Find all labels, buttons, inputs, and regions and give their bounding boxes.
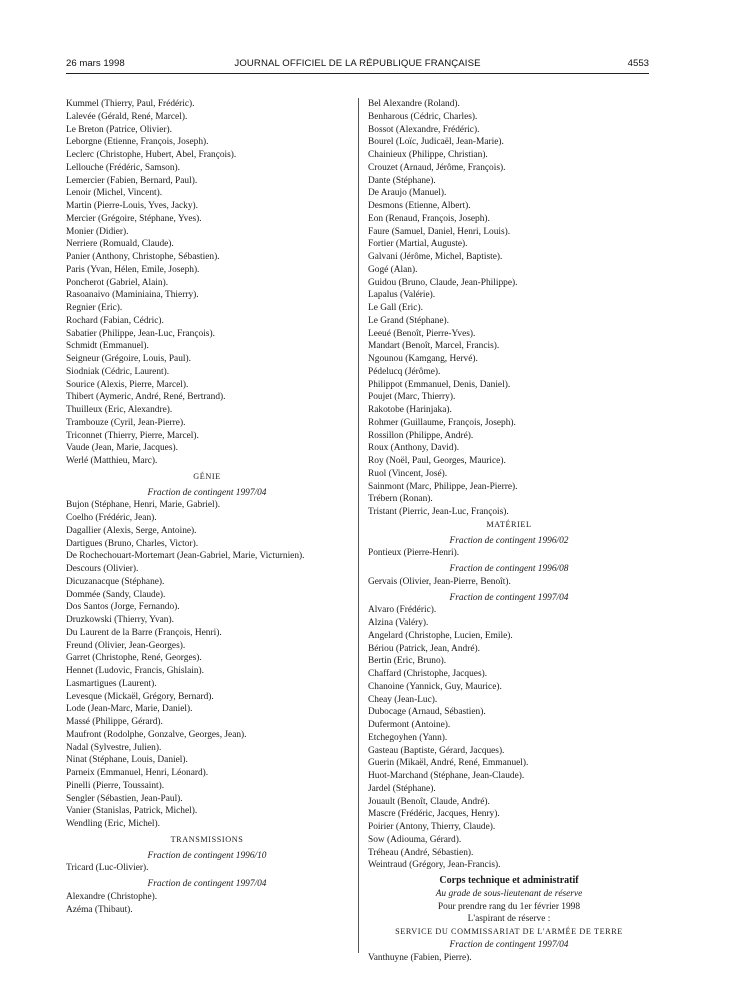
name-entry: Bel Alexandre (Roland).: [368, 99, 460, 109]
name-entry: Benharous (Cédric, Charles).: [368, 111, 478, 122]
name-entry: Faure (Samuel, Daniel, Henri, Louis).: [368, 226, 511, 237]
fraction-heading: Fraction de contingent 1996/10: [147, 850, 267, 861]
name-list: [368, 952, 650, 965]
header-journal-title: JOURNAL OFFICIEL DE LA RÉPUBLIQUE FRANÇAISE: [234, 58, 481, 69]
name-entry: Thibert (Aymeric, André, René, Bertrand).: [66, 392, 226, 403]
name-entry: Pinelli (Pierre, Toussaint).: [66, 780, 165, 791]
name-entry: Lalevée (Gérald, René, Marcel).: [66, 111, 188, 122]
name-entry: Chainieux (Philippe, Christian).: [368, 150, 488, 160]
name-entry: Freund (Olivier, Jean-Georges).: [66, 640, 186, 651]
name-entry: Leeué (Benoît, Pierre-Yves).: [368, 328, 476, 339]
name-entry: Tréheau (André, Sébastien).: [368, 847, 474, 858]
name-entry: Chaffard (Christophe, Jacques).: [368, 669, 488, 679]
name-entry: Du Laurent de la Barre (François, Henri).: [66, 627, 222, 638]
name-entry: Rohmer (Guillaume, François, Joseph).: [368, 417, 516, 428]
name-entry: Monier (Didier).: [66, 226, 129, 237]
name-entry: Alzina (Valéry).: [368, 618, 429, 628]
name-entry: Jardel (Stéphane).: [368, 783, 436, 794]
name-entry: Desmons (Etienne, Albert).: [368, 201, 471, 211]
name-entry: Sourice (Alexis, Pierre, Marcel).: [66, 379, 189, 390]
name-list: [66, 98, 348, 468]
name-entry: Roux (Anthony, David).: [368, 443, 460, 454]
name-entry: Hennet (Ludovic, Francis, Ghislain).: [66, 666, 204, 676]
name-entry: Lellouche (Frédéric, Samson).: [66, 162, 181, 173]
name-entry: Tristant (Pierric, Jean-Luc, François).: [368, 507, 509, 517]
name-entry: Leborgne (Etienne, François, Joseph).: [66, 137, 209, 148]
name-entry: Vanier (Stanislas, Patrick, Michel).: [66, 806, 198, 817]
name-entry: Trébern (Ronan).: [368, 494, 433, 505]
name-entry: Sengler (Sébastien, Jean-Paul).: [66, 793, 183, 804]
right-column: [368, 98, 650, 964]
name-entry: Lasmartigues (Laurent).: [66, 678, 157, 689]
name-entry: Gasteau (Baptiste, Gérard, Jacques).: [368, 745, 505, 756]
name-entry: Bériou (Patrick, Jean, André).: [368, 643, 480, 654]
name-entry: Ngounou (Kamgang, Hervé).: [368, 354, 478, 364]
name-entry: Dante (Stéphane).: [368, 175, 436, 186]
name-entry: Poujet (Marc, Thierry).: [368, 392, 456, 403]
section-heading-transmissions: TRANSMISSIONS: [170, 834, 244, 844]
section-heading-genie: GÉNIE: [193, 471, 221, 481]
name-list: [368, 576, 650, 589]
name-entry: Rakotobe (Harinjaka).: [368, 405, 452, 415]
name-entry: Druzkowski (Thierry, Yvan).: [66, 615, 174, 625]
name-entry: Weintraud (Grégory, Jean-Francis).: [368, 860, 501, 871]
section-heading-corps: Corps technique et administratif: [439, 875, 579, 886]
name-entry: Pédelucq (Jérôme).: [368, 366, 441, 377]
name-entry: Lode (Jean-Marc, Marie, Daniel).: [66, 704, 193, 715]
name-entry: Nadal (Sylvestre, Julien).: [66, 742, 162, 753]
name-entry: Leclerc (Christophe, Hubert, Abel, François).: [66, 150, 237, 160]
name-list: [368, 547, 650, 560]
fraction-heading: Fraction de contingent 1996/02: [449, 535, 569, 546]
name-entry: Poirier (Antony, Thierry, Claude).: [368, 822, 496, 832]
name-entry: Etchegoyhen (Yann).: [368, 732, 448, 743]
name-entry: Rasoanaivo (Maminiaina, Thierry).: [66, 290, 199, 301]
name-entry: Rochard (Fabian, Cédric).: [66, 315, 164, 326]
name-entry: Parneix (Emmanuel, Henri, Léonard).: [66, 768, 209, 778]
name-entry: Roy (Noël, Paul, Georges, Maurice).: [368, 456, 506, 466]
name-list: [66, 499, 348, 831]
name-entry: Maufront (Rodolphe, Gonzalve, Georges, Jean).: [66, 729, 247, 740]
name-list: [66, 862, 348, 875]
fraction-heading: Fraction de contingent 1997/04: [147, 487, 267, 498]
name-entry: Sainmont (Marc, Philippe, Jean-Pierre).: [368, 481, 518, 492]
name-entry: Alexandre (Christophe).: [66, 891, 158, 902]
name-entry: Sow (Adiouma, Gérard).: [368, 834, 462, 845]
grade-line: Au grade de sous-lieutenant de réserve: [435, 888, 583, 899]
name-entry: Dagallier (Alexis, Serge, Antoine).: [66, 525, 197, 536]
name-entry: Mandart (Benoît, Marcel, Francis).: [368, 341, 500, 352]
name-entry: Guerin (Mikaël, André, René, Emmanuel).: [368, 758, 529, 769]
name-entry: Dufermont (Antoine).: [368, 720, 451, 730]
name-entry: Seigneur (Grégoire, Louis, Paul).: [66, 354, 191, 364]
name-entry: Trambouze (Cyril, Jean-Pierre).: [66, 417, 186, 428]
name-entry: Cheay (Jean-Luc).: [368, 694, 438, 705]
name-entry: Fortier (Martial, Auguste).: [368, 239, 468, 250]
name-entry: Bourel (Loïc, Judicaël, Jean-Marie).: [368, 137, 504, 148]
name-entry: Tricard (Luc-Olivier).: [66, 863, 149, 874]
fraction-heading: Fraction de contingent 1996/08: [449, 564, 569, 574]
name-entry: Le Breton (Patrice, Olivier).: [66, 124, 172, 135]
name-entry: Descours (Olivier).: [66, 564, 139, 574]
name-entry: Angelard (Christophe, Lucien, Emile).: [368, 630, 513, 641]
name-entry: Wendling (Eric, Michel).: [66, 819, 161, 829]
name-entry: Le Gall (Eric).: [368, 303, 423, 313]
name-entry: Levesque (Mickaël, Grégory, Bernard).: [66, 691, 214, 702]
name-list: [368, 98, 650, 519]
name-entry: Philippot (Emmanuel, Denis, Daniel).: [368, 379, 511, 390]
name-entry: Bossot (Alexandre, Frédéric).: [368, 124, 480, 135]
section-heading-service: SERVICE DU COMMISSARIAT DE L'ARMÉE DE TERRE: [395, 927, 623, 936]
name-entry: Regnier (Eric).: [66, 303, 123, 313]
column-divider: [358, 98, 359, 953]
fraction-heading: Fraction de contingent 1997/04: [449, 592, 569, 603]
name-entry: Ninat (Stéphane, Louis, Daniel).: [66, 755, 188, 766]
name-entry: De Rochechouart-Mortemart (Jean-Gabriel, Marie, Victurnien).: [66, 551, 305, 562]
name-entry: Pontieux (Pierre-Henri).: [368, 548, 460, 559]
name-entry: Vaude (Jean, Marie, Jacques).: [66, 443, 178, 454]
name-entry: Thuilleux (Eric, Alexandre).: [66, 405, 173, 415]
name-entry: Dos Santos (Jorge, Fernando).: [66, 602, 180, 613]
name-entry: Rossillon (Philippe, André).: [368, 430, 474, 441]
name-entry: Panier (Anthony, Christophe, Sébastien).: [66, 252, 220, 262]
name-entry: Gogé (Alan).: [368, 264, 418, 275]
name-entry: Paris (Yvan, Hélen, Emile, Joseph).: [66, 264, 200, 275]
name-entry: Dubocage (Arnaud, Sébastien).: [368, 707, 486, 718]
page-header: [66, 58, 649, 72]
name-entry: Mercier (Grégoire, Stéphane, Yves).: [66, 213, 202, 224]
name-entry: Coelho (Frédéric, Jean).: [66, 513, 157, 523]
name-entry: Kummel (Thierry, Paul, Frédéric).: [66, 99, 195, 109]
name-entry: Chanoine (Yannick, Guy, Maurice).: [368, 681, 502, 692]
left-column: [66, 98, 348, 916]
name-entry: Le Grand (Stéphane).: [368, 315, 449, 326]
header-rule: [66, 73, 649, 74]
name-entry: Bertin (Eric, Bruno).: [368, 656, 447, 667]
header-date: 26 mars 1998: [66, 58, 125, 69]
name-entry: Alvaro (Frédéric).: [368, 605, 437, 616]
aspirant-line: L'aspirant de réserve :: [467, 914, 551, 925]
name-entry: Jouault (Benoît, Claude, André).: [368, 796, 490, 807]
name-entry: Schmidt (Emmanuel).: [66, 341, 149, 352]
name-entry: Dartigues (Bruno, Charles, Victor).: [66, 538, 199, 549]
name-entry: Eon (Renaud, François, Joseph).: [368, 213, 490, 224]
name-entry: Vanthuyne (Fabien, Pierre).: [368, 952, 472, 963]
fraction-heading: Fraction de contingent 1997/04: [147, 879, 267, 889]
name-entry: Triconnet (Thierry, Pierre, Marcel).: [66, 430, 199, 441]
name-list: [368, 604, 650, 872]
name-entry: Guidou (Bruno, Claude, Jean-Philippe).: [368, 277, 518, 288]
name-entry: Huot-Marchand (Stéphane, Jean-Claude).: [368, 771, 525, 781]
name-entry: Lapalus (Valérie).: [368, 290, 436, 301]
section-heading-materiel: MATÉRIEL: [486, 519, 532, 529]
name-entry: Werlé (Matthieu, Marc).: [66, 456, 158, 466]
header-page-number: 4553: [627, 58, 649, 69]
name-entry: Siodniak (Cédric, Laurent).: [66, 366, 170, 377]
name-entry: Mascre (Frédéric, Jacques, Henry).: [368, 809, 500, 820]
name-entry: Bujon (Stéphane, Henri, Marie, Gabriel).: [66, 500, 221, 511]
name-entry: Ruol (Vincent, José).: [368, 468, 448, 479]
name-entry: Dommée (Sandy, Claude).: [66, 589, 166, 600]
name-entry: Poncherot (Gabriel, Alain).: [66, 277, 169, 288]
fraction-heading: Fraction de contingent 1997/04: [449, 939, 569, 950]
name-entry: Nerriere (Romuald, Claude).: [66, 239, 174, 250]
name-list: [66, 891, 348, 917]
name-entry: Lemercier (Fabien, Bernard, Paul).: [66, 175, 198, 186]
name-entry: Galvani (Jérôme, Michel, Baptiste).: [368, 252, 503, 262]
name-entry: Lenoir (Michel, Vincent).: [66, 188, 163, 199]
name-entry: Crouzet (Arnaud, Jérôme, François).: [368, 162, 506, 173]
name-entry: Azéma (Thibaut).: [66, 904, 133, 915]
name-entry: Garret (Christophe, René, Georges).: [66, 653, 202, 664]
name-entry: Sabatier (Philippe, Jean-Luc, François).: [66, 328, 215, 339]
name-entry: Massé (Philippe, Gérard).: [66, 717, 163, 727]
name-entry: De Araujo (Manuel).: [368, 188, 447, 199]
name-entry: Martin (Pierre-Louis, Yves, Jacky).: [66, 201, 199, 211]
name-entry: Gervais (Olivier, Jean-Pierre, Benoît).: [368, 576, 511, 587]
name-entry: Dicuzanacque (Stéphane).: [66, 576, 165, 587]
rank-date-line: Pour prendre rang du 1er février 1998: [437, 901, 581, 912]
